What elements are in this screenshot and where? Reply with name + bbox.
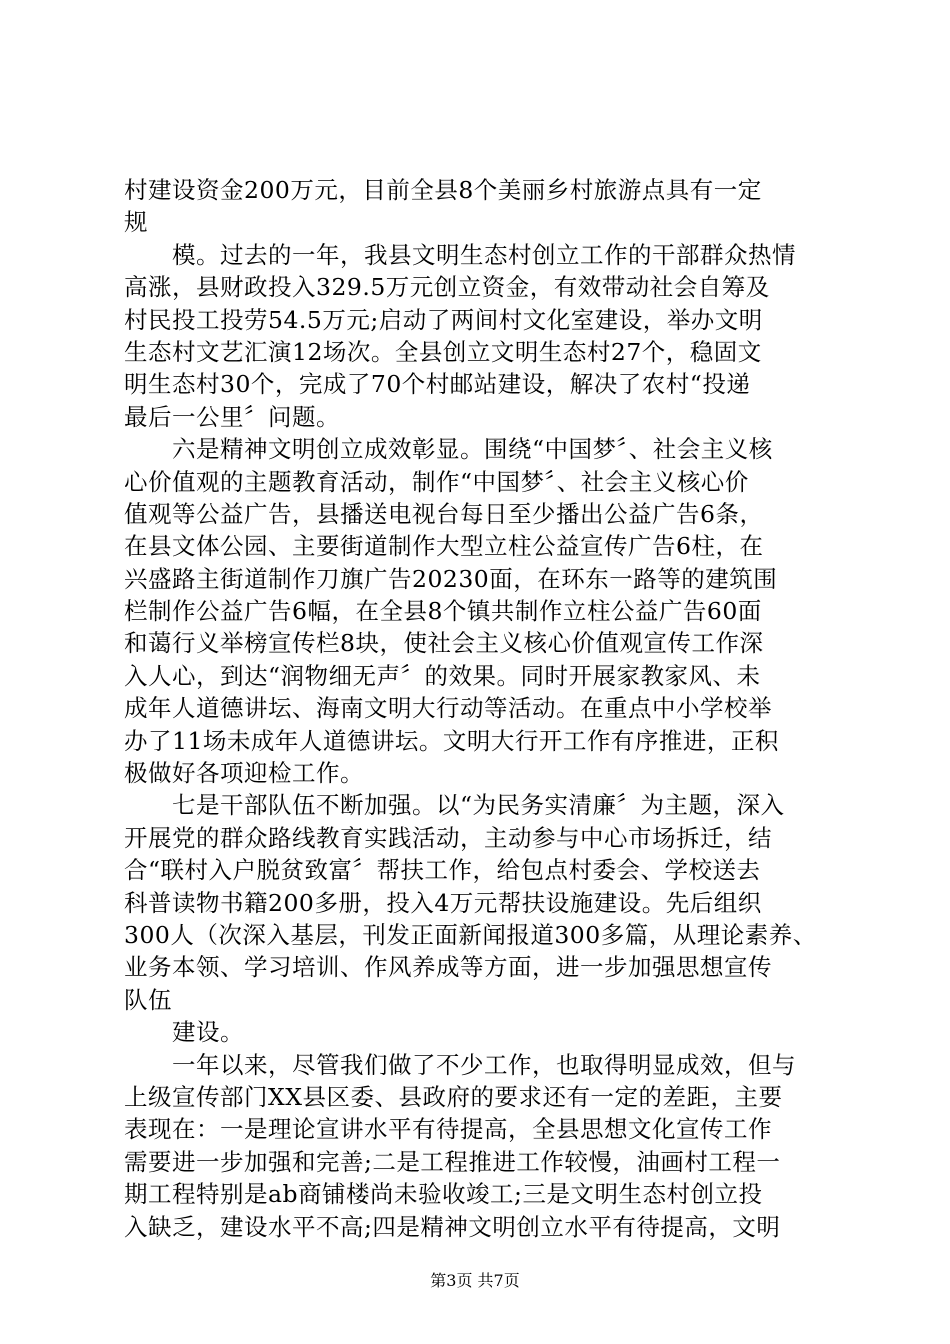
- text-line: 业务本领、学习培训、作风养成等方面，进一步加强思想宣传: [124, 953, 772, 982]
- text-line: 入人心，到达“润物细无声〞的效果。同时开展家教家风、未: [124, 661, 761, 690]
- text-line: 表现在：一是理论宣讲水平有待提高，全县思想文化宣传工作: [124, 1115, 772, 1144]
- text-line: 明生态村30个，完成了70个村邮站建设，解决了农村“投递: [124, 370, 751, 399]
- text-line: 需要进一步加强和完善;二是工程推进工作较慢，油画村工程一: [124, 1147, 781, 1176]
- text-line: 最后一公里〞问题。: [124, 402, 340, 431]
- text-line: 合“联村入户脱贫致富〞帮扶工作，给包点村委会、学校送去: [124, 856, 761, 885]
- text-line: 300人（次深入基层，刊发正面新闻报道300多篇，从理论素养、: [124, 920, 817, 949]
- text-line: 高涨，县财政投入329.5万元创立资金，有效带动社会自筹及: [124, 273, 770, 302]
- text-line: 生态村文艺汇演12场次。全县创立文明生态村27个，稳固文: [124, 337, 762, 366]
- text-line: 成年人道德讲坛、海南文明大行动等活动。在重点中小学校举: [124, 694, 772, 723]
- text-line: 和蔼行义举榜宣传栏8块，使社会主义核心价值观宣传工作深: [124, 629, 764, 658]
- text-line: 七是干部队伍不断加强。以“为民务实清廉〞为主题，深入: [172, 791, 785, 820]
- text-line: 六是精神文明创立成效彰显。围绕“中国梦〞、社会主义核: [172, 435, 773, 464]
- page-footer: 第3页 共7页: [430, 1271, 520, 1290]
- text-line: 开展党的群众路线教育实践活动，主动参与中心市场拆迁，结: [124, 823, 772, 852]
- text-line: 建设。: [172, 1018, 244, 1047]
- body-text: [124, 174, 834, 1243]
- text-line: 兴盛路主街道制作刀旗广告20230面，在环东一路等的建筑围: [124, 564, 778, 593]
- text-line: 在县文体公园、主要街道制作大型立柱公益宣传广告6柱，在: [124, 532, 764, 561]
- text-line: 模。过去的一年，我县文明生态村创立工作的干部群众热情: [172, 240, 796, 269]
- text-line: 村民投工投劳54.5万元;启动了两间村文化室建设，举办文明: [124, 305, 763, 334]
- text-line: 规: [124, 208, 148, 237]
- text-line: 心价值观的主题教育活动，制作“中国梦〞、社会主义核心价: [124, 467, 749, 496]
- text-line: 上级宣传部门XX县区委、县政府的要求还有一定的差距，主要: [124, 1082, 783, 1111]
- text-line: 村建设资金200万元，目前全县8个美丽乡村旅游点具有一定: [124, 176, 762, 204]
- text-line: 入缺乏，建设水平不高;四是精神文明创立水平有待提高，文明: [124, 1212, 781, 1241]
- text-line: 栏制作公益广告6幅，在全县8个镇共制作立柱公益广告60面: [124, 597, 762, 626]
- text-line: 期工程特别是ab商铺楼尚未验收竣工;三是文明生态村创立投: [124, 1180, 763, 1209]
- text-line: 极做好各项迎检工作。: [124, 759, 364, 788]
- text-line: 办了11场未成年人道德讲坛。文明大行开工作有序推进，正积: [124, 726, 779, 755]
- text-line: 科普读物书籍200多册，投入4万元帮扶设施建设。先后组织: [124, 888, 762, 917]
- text-line: 队伍: [124, 985, 172, 1014]
- text-line: 一年以来，尽管我们做了不少工作，也取得明显成效，但与: [172, 1050, 796, 1079]
- text-line: 值观等公益广告，县播送电视台每日至少播出公益广告6条，: [124, 499, 764, 528]
